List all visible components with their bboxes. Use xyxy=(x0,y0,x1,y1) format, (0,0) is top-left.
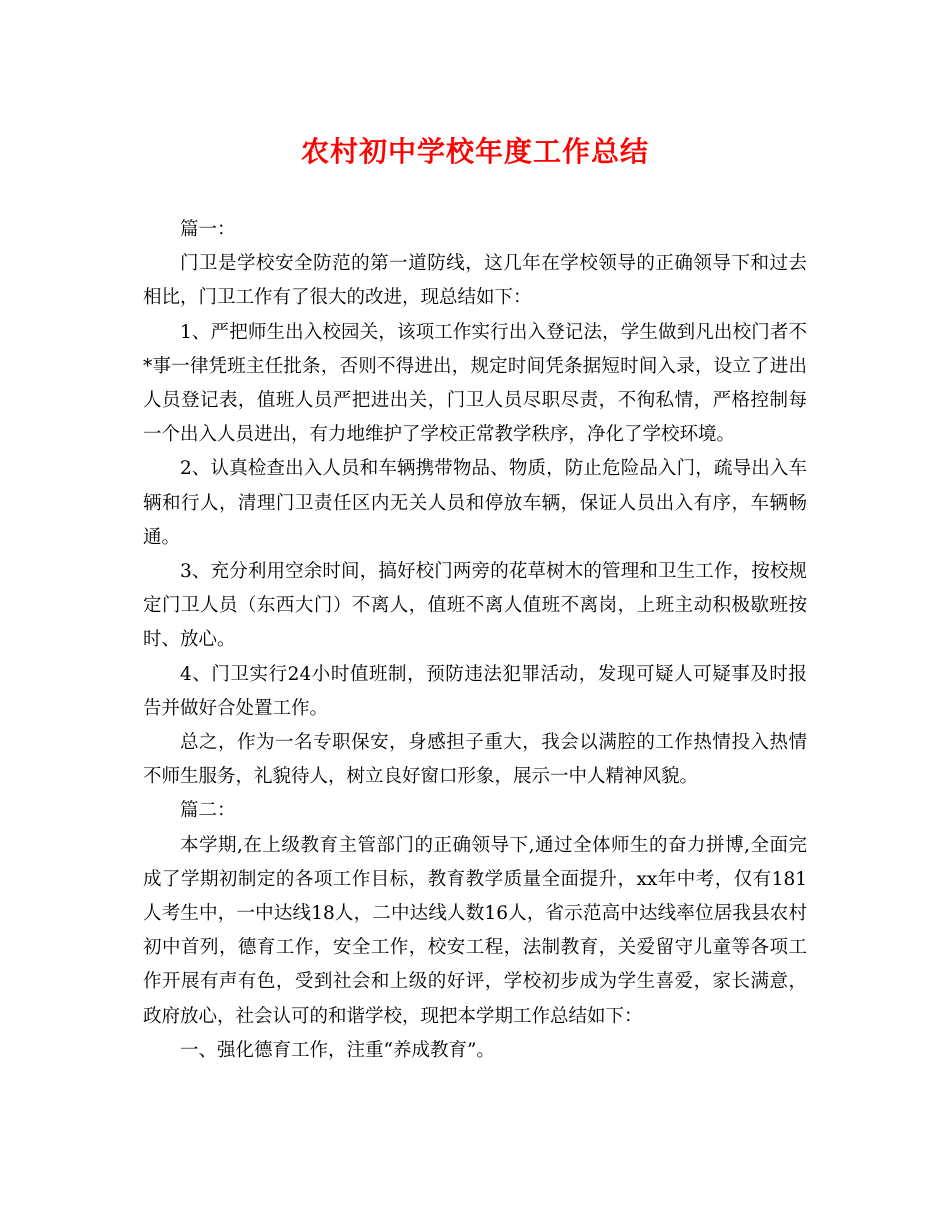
paragraph-item-2: 2、认真检查出入人员和车辆携带物品、物质，防止危险品入门，疏导出入车辆和行人，清理门卫责任区内无关人员和停放车辆，保证人员出入有序，车辆畅通。 xyxy=(143,458,807,548)
paragraph-item-1: 1、严把师生出入校园关，该项工作实行出入登记法，学生做到凡出校门者不*事一律凭班主任批条，否则不得进出，规定时间凭条据短时间入录，设立了进出人员登记表，值班人员严把进出关，门卫人员尽职尽责，不徇私情，严格控制每一个出入人员进出，有力地维护了学校正常教学秩序，净化了学校环境。 xyxy=(143,321,807,446)
paragraph-intro: 门卫是学校安全防范的第一道防线，这几年在学校领导的正确领导下和过去相比，门卫工作有了很大的改进，现总结如下： xyxy=(143,253,807,309)
section-heading-1: 篇一： xyxy=(180,219,236,240)
subsection-heading-1: 一、强化德育工作，注重“养成教育”。 xyxy=(180,1039,495,1061)
section-heading-2: 篇二： xyxy=(180,800,236,822)
document-title: 农村初中学校年度工作总结 xyxy=(300,135,649,168)
paragraph-item-3: 3、充分利用空余时间，搞好校门两旁的花草树木的管理和卫生工作，按校规定门卫人员（东西大门）不离人，值班不离人值班不离岗，上班主动积极歇班按时、放心。 xyxy=(143,561,807,651)
paragraph-summary: 本学期,在上级教育主管部门的正确领导下,通过全体师生的奋力拼博,全面完成了学期初制定的各项工作目标，教育教学质量全面提升，xx年中考，仅有181人考生中，一中达线18人，二中达线人数16人，省示范高中达线率位居我县农村初中首列，德育工作，安全工作，校安工程，法制教育，关爱留守儿童等各项工作开展有声有色，受到社会和上级的好评，学校初步成为学生喜爱，家长满意，政府放心，社会认可的和谐学校，现把本学期工作总结如下： xyxy=(143,834,807,1027)
paragraph-conclusion: 总之，作为一名专职保安，身感担子重大，我会以满腔的工作热情投入热情不师生服务，礼貌待人，树立良好窗口形象，展示一中人精神风貌。 xyxy=(143,732,807,788)
document-body xyxy=(143,213,807,1068)
paragraph-item-4: 4、门卫实行24小时值班制，预防违法犯罪活动，发现可疑人可疑事及时报告并做好合处置工作。 xyxy=(143,663,807,719)
